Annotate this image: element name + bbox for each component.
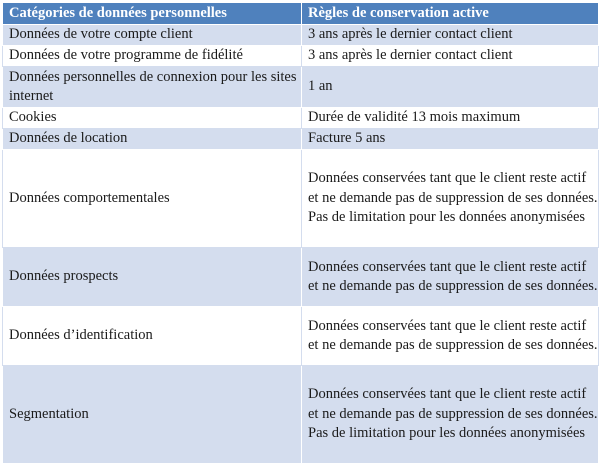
rule-cell (302, 307, 599, 366)
rule-cell (302, 366, 599, 464)
table-row (3, 366, 599, 464)
category-cell: Cookies (3, 108, 302, 129)
header-categories: Catégories de données personnelles (3, 3, 302, 25)
category-cell: Données d’identification (3, 307, 302, 366)
rule-cell (302, 129, 599, 150)
table-row (3, 108, 599, 129)
rule-note: Pas de limitation pour les données anonymisées (308, 209, 586, 226)
table-row (3, 67, 599, 108)
category-cell: Données de votre programme de fidélité (3, 46, 302, 67)
rule-text: Facture 5 ans (308, 130, 386, 147)
category-cell: Données personnelles de connexion pour les sites internet (3, 67, 302, 108)
rule-cell (302, 108, 599, 129)
rule-cell (302, 46, 599, 67)
rule-cell (302, 25, 599, 46)
rule-note: Pas de limitation pour les données anonymisées (308, 425, 586, 442)
category-cell: Données de votre compte client (3, 25, 302, 46)
category-cell: Données de location (3, 129, 302, 150)
rule-text: Données conservées tant que le client reste actif et ne demande pas de suppression de ses données. (308, 170, 598, 206)
header-rules: Règles de conservation active (302, 3, 599, 25)
category-cell: Données comportementales (3, 150, 302, 248)
rule-text: Données conservées tant que le client reste actif et ne demande pas de suppression de ses données. (308, 317, 598, 353)
rule-text: Données conservées tant que le client reste actif et ne demande pas de suppression de ses données. (308, 258, 598, 294)
rule-cell (302, 67, 599, 108)
table-row (3, 46, 599, 67)
rule-text: Durée de validité 13 mois maximum (308, 109, 521, 126)
table-row (3, 25, 599, 46)
rule-text: Données conservées tant que le client reste actif et ne demande pas de suppression de ses données. (308, 386, 598, 422)
rule-cell (302, 150, 599, 248)
table-row (3, 129, 599, 150)
header-row (3, 3, 599, 25)
table-row (3, 248, 599, 307)
category-cell: Segmentation (3, 366, 302, 464)
rule-cell (302, 248, 599, 307)
category-cell: Données prospects (3, 248, 302, 307)
table-row (3, 150, 599, 248)
rule-text: 1 an (308, 78, 333, 95)
table-row (3, 307, 599, 366)
rule-text: 3 ans après le dernier contact client (308, 26, 513, 43)
rule-text: 3 ans après le dernier contact client (308, 47, 513, 64)
retention-table (2, 2, 599, 464)
